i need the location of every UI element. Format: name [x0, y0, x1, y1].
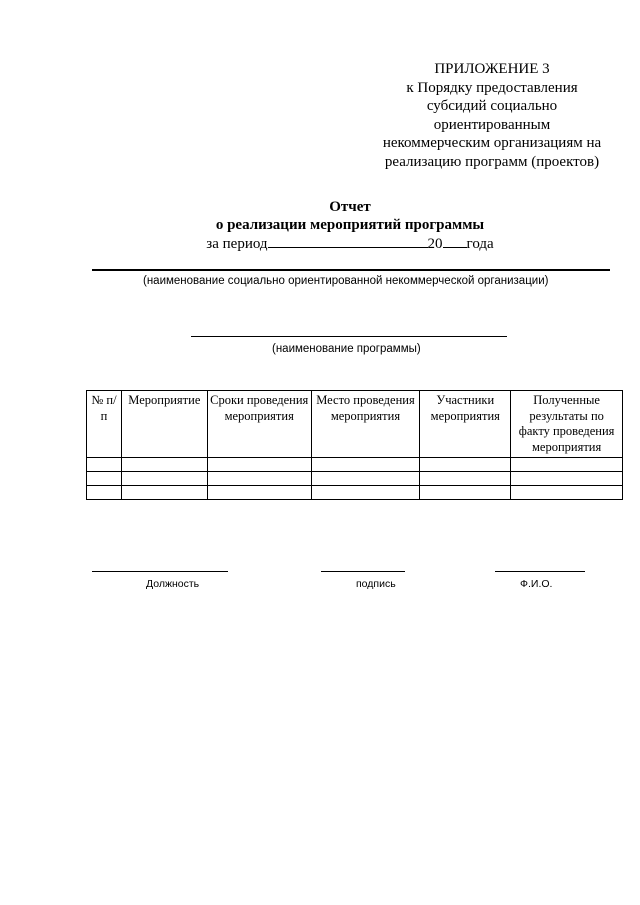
table-cell[interactable]: [207, 486, 311, 500]
period-prefix: за период: [206, 236, 268, 252]
table-cell[interactable]: [87, 458, 122, 472]
full-name-signature-line[interactable]: [495, 571, 585, 572]
col-header-event: Мероприятие: [121, 391, 207, 458]
period-suffix: года: [466, 236, 494, 252]
table-cell[interactable]: [311, 486, 420, 500]
appendix-line: некоммерческим организациям на: [382, 135, 602, 152]
table-cell[interactable]: [511, 458, 623, 472]
position-caption: Должность: [146, 578, 200, 590]
table-cell[interactable]: [311, 472, 420, 486]
appendix-line: субсидий социально: [426, 98, 558, 115]
table-cell[interactable]: [121, 486, 207, 500]
table-cell[interactable]: [420, 458, 511, 472]
appendix-line: к Порядку предоставления: [406, 79, 578, 96]
org-name-caption: (наименование социально ориентированной некоммерческой организации): [143, 275, 549, 287]
table-cell[interactable]: [121, 472, 207, 486]
table-row: [87, 472, 623, 486]
signature-caption: подпись: [356, 578, 396, 590]
table-row: [87, 458, 623, 472]
full-name-caption: Ф.И.О.: [520, 578, 553, 590]
table-cell[interactable]: [420, 472, 511, 486]
report-subtitle: о реализации мероприятий программы: [215, 217, 485, 233]
table-cell[interactable]: [511, 472, 623, 486]
table-cell[interactable]: [420, 486, 511, 500]
appendix-line: ПРИЛОЖЕНИЕ 3: [434, 61, 550, 77]
org-name-line[interactable]: [92, 269, 610, 271]
position-signature-line[interactable]: [92, 571, 228, 572]
col-header-results: Полученные результаты по факту проведения мероприятия: [511, 391, 623, 458]
program-name-caption: (наименование программы): [272, 343, 421, 355]
col-header-participants: Участники мероприятия: [420, 391, 511, 458]
table-cell[interactable]: [207, 458, 311, 472]
report-title: Отчет: [329, 199, 371, 215]
appendix-line: реализацию программ (проектов): [384, 153, 600, 170]
table-cell[interactable]: [121, 458, 207, 472]
report-period: [0, 235, 640, 253]
col-header-number: № п/п: [87, 391, 122, 458]
col-header-location: Место проведения мероприятия: [311, 391, 420, 458]
table-cell[interactable]: [87, 486, 122, 500]
period-year-prefix: 20: [427, 236, 443, 252]
table-cell[interactable]: [311, 458, 420, 472]
program-name-line[interactable]: [191, 336, 507, 337]
signature-line[interactable]: [321, 571, 405, 572]
table-cell[interactable]: [511, 486, 623, 500]
table-cell[interactable]: [87, 472, 122, 486]
table-header-row: [87, 391, 623, 458]
table-row: [87, 486, 623, 500]
appendix-line: ориентированным: [433, 116, 551, 133]
year-blank[interactable]: [443, 235, 467, 248]
events-table: [86, 390, 623, 500]
appendix-header: [372, 60, 612, 172]
period-blank[interactable]: [268, 235, 428, 248]
table-cell[interactable]: [207, 472, 311, 486]
col-header-dates: Сроки проведения мероприятия: [207, 391, 311, 458]
